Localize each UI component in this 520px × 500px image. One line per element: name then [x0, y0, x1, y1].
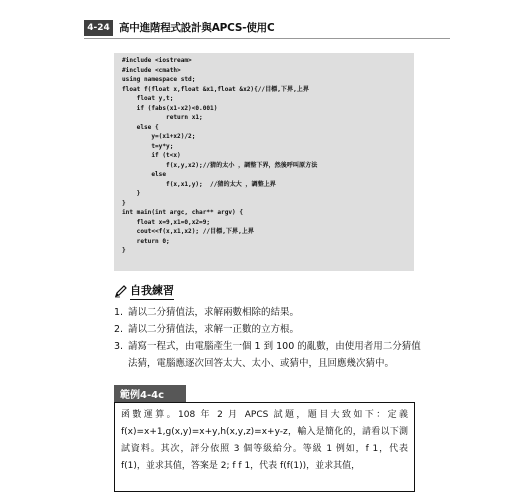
- code-line: return x1;: [122, 114, 203, 121]
- code-line: cout<<f(x,x1,x2); //目標,下界,上界: [122, 228, 254, 235]
- code-line: f(x,x1,y); //猜的太大 ，調整上界: [122, 180, 276, 188]
- list-item-text: 請以二分猜值法，求解兩數相除的結果。: [128, 307, 300, 318]
- code-line: }: [122, 247, 126, 254]
- list-item: [114, 321, 424, 338]
- code-line: int main(int argc, char** argv) {: [122, 209, 244, 216]
- list-item: [114, 304, 424, 321]
- code-line: t=y*y;: [122, 142, 174, 150]
- list-item-number: 2.: [114, 324, 124, 335]
- code-line: else {: [122, 123, 159, 131]
- header-divider: [84, 38, 450, 39]
- list-item-text: 請以二分猜值法，求解一正數的立方根。: [128, 324, 300, 335]
- code-listing: [114, 53, 414, 271]
- self-practice-title: 自我練習: [130, 282, 174, 300]
- code-line: float f(float x,float &x1,float &x2){//目標,下界,上界: [122, 85, 309, 93]
- list-item-text: 請寫一程式，由電腦產生一個 1 到 100 的亂數，由使用者用二分猜值法猜，電腦應逐次回答太大、太小、或猜中，且回應幾次猜中。: [128, 341, 421, 369]
- code-line: y=(x1+x2)/2;: [122, 133, 196, 140]
- pencil-icon: [114, 284, 128, 298]
- code-line: #include <iostream>: [122, 57, 192, 64]
- self-practice-list: [114, 304, 424, 372]
- code-line: return 0;: [122, 237, 170, 245]
- code-line: float x=9,x1=0,x2=9;: [122, 218, 211, 226]
- running-title: 高中進階程式設計與APCS-使用C: [119, 22, 275, 34]
- code-line: }: [122, 199, 126, 207]
- code-line: using namespace std;: [122, 76, 196, 83]
- code-line: else: [122, 171, 167, 178]
- code-line: if (t<x): [122, 152, 181, 159]
- example-body: 函數運算。108 年 2 月 APCS 試題，題目大致如下：定義 f(x)=x+1,g(x,y)=x+y,h(x,y,z)=x+y-z，輸入是簡化的，請看以下測試資料。其次，評分依照 3 個等級給分。等級 1 例如，f 1，代表 f(1)，並求其值，答案是 2; f f 1，代表 f(f(1))，並求其值，: [114, 402, 415, 492]
- code-line: f(x,y,x2);//猜的太小 ，調整下界，然後呼叫原方法: [122, 161, 318, 169]
- code-line: float y,t;: [122, 95, 174, 102]
- list-item-number: 3.: [114, 341, 124, 352]
- self-practice-heading: [114, 281, 174, 301]
- list-item-number: 1.: [114, 307, 124, 318]
- example-label: 範例4-4c: [114, 385, 186, 402]
- code-line: }: [122, 190, 141, 197]
- page-number: 4-24: [84, 20, 113, 36]
- list-item: [114, 338, 424, 372]
- code-line: if (fabs(x1-x2)<0.001): [122, 104, 218, 112]
- code-line: #include <cmath>: [122, 66, 181, 74]
